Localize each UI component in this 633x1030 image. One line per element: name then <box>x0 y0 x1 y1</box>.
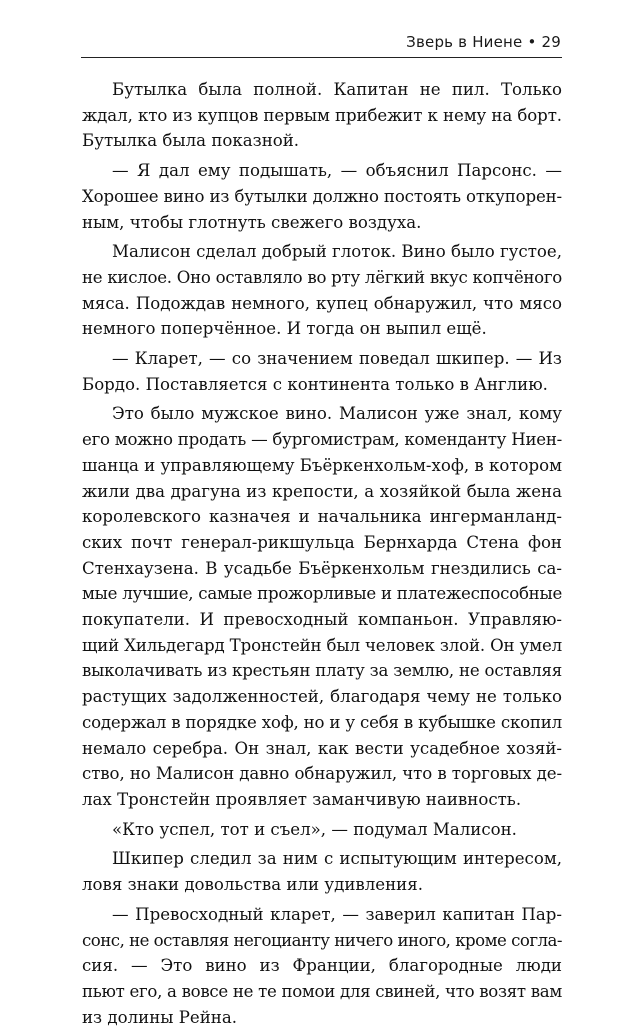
text-line: «Кто успел, тот и съел», — подумал Малисон. <box>112 819 517 839</box>
paragraph <box>82 902 562 1030</box>
body-text <box>82 77 562 1030</box>
paragraph <box>82 846 562 897</box>
text-line: ным, чтобы глотнуть свежего воздуха. <box>82 212 422 232</box>
text-line: лах Тронстейн проявляет заманчивую наивность. <box>82 789 522 809</box>
text-line: растущих задолженностей, благодаря чему не только <box>82 687 562 707</box>
text-line: ство, но Малисон давно обнаружил, что в торговых де- <box>82 764 563 784</box>
text-line: Стенхаузена. В усадьбе Бъёркенхольм гнездились са- <box>82 558 562 578</box>
text-line: ловя знаки довольства или удивления. <box>82 875 423 895</box>
text-line: сонс, не оставляя негоцианту ничего иного, кроме согла- <box>82 930 562 950</box>
text-line: мяса. Подождав немного, купец обнаружил, что мясо <box>82 293 562 313</box>
book-title: Зверь в Ниене <box>406 33 523 51</box>
text-line: Бутылка была полной. Капитан не пил. Только <box>112 80 562 99</box>
text-line: ских почт генерал-рикшульца Бернхарда Стена фон <box>82 532 562 552</box>
text-line: не кислое. Оно оставляло во рту лёгкий вкус копчёного <box>82 267 563 287</box>
text-line: Малисон сделал добрый глоток. Вино было густое, <box>112 242 562 262</box>
paragraph <box>82 158 562 235</box>
text-line: Это было мужское вино. Малисон уже знал, кому <box>112 404 562 424</box>
paragraph <box>82 817 562 843</box>
text-line: Хорошее вино из бутылки должно постоять откупорен- <box>82 186 562 206</box>
paragraph <box>82 77 562 154</box>
text-line: выколачивать из крестьян плату за землю, не оставляя <box>82 661 563 681</box>
text-line: из долины Рейна. <box>82 1007 238 1027</box>
text-line: сия. — Это вино из Франции, благородные люди <box>82 956 562 976</box>
text-line: его можно продать — бургомистрам, коменданту Ниен- <box>82 430 562 450</box>
text-line: немного поперчённое. И тогда он выпил ещё. <box>82 319 487 339</box>
text-line: мые лучшие, самые прожорливые и платежеспособные <box>82 584 563 604</box>
header-rule <box>81 57 562 58</box>
text-line: щий Хильдегард Тронстейн был человек злой. Он умел <box>82 635 562 655</box>
text-line: жили два драгуна из крепости, а хозяйкой была жена <box>82 481 562 501</box>
text-line: Бордо. Поставляется с континента только в Англию. <box>82 374 548 394</box>
text-line: Бутылка была показной. <box>82 131 300 151</box>
text-line: содержал в порядке хоф, но и у себя в кубышке скопил <box>82 712 563 732</box>
page-number: 29 <box>541 33 561 51</box>
text-line: немало серебра. Он знал, как вести усадебное хозяй- <box>82 738 562 758</box>
paragraph <box>82 239 562 342</box>
text-line: — Кларет, — со значением поведал шкипер. — Из <box>112 349 562 369</box>
paragraph <box>82 401 562 812</box>
text-line: — Я дал ему подышать, — объяснил Парсонс. — <box>112 161 562 181</box>
text-line: покупатели. И превосходный компаньон. Управляю- <box>82 610 562 630</box>
text-line: шанца и управляющему Бъёркенхольм-хоф, в котором <box>82 455 562 475</box>
text-line: ждал, кто из купцов первым прибежит к нему на борт. <box>82 105 562 125</box>
text-line: пьют его, а вовсе не те помои для свиней, что возят вам <box>82 981 562 1001</box>
bullet-separator: • <box>527 33 537 51</box>
text-line: королевского казначея и начальника ингерманланд- <box>82 507 562 527</box>
paragraph <box>82 346 562 397</box>
running-head <box>81 33 561 51</box>
text-line: — Превосходный кларет, — заверил капитан Пар- <box>112 904 562 924</box>
text-line: Шкипер следил за ним с испытующим интересом, <box>112 849 562 869</box>
